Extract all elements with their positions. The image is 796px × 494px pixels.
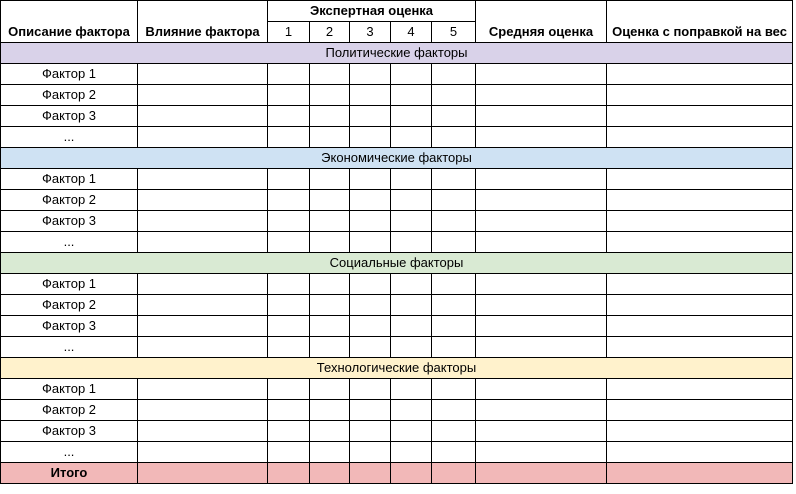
- empty-cell[interactable]: [268, 232, 310, 253]
- empty-cell[interactable]: [268, 400, 310, 421]
- empty-cell[interactable]: [432, 337, 476, 358]
- factor-name-cell[interactable]: ...: [1, 232, 138, 253]
- empty-cell[interactable]: [391, 337, 432, 358]
- empty-cell[interactable]: [607, 316, 793, 337]
- empty-cell[interactable]: [138, 85, 268, 106]
- empty-cell[interactable]: [432, 169, 476, 190]
- empty-cell[interactable]: [391, 85, 432, 106]
- empty-cell[interactable]: [432, 442, 476, 463]
- empty-cell[interactable]: [350, 85, 391, 106]
- header-blank-cell[interactable]: [607, 1, 793, 22]
- empty-cell[interactable]: [391, 316, 432, 337]
- empty-cell[interactable]: [350, 337, 391, 358]
- empty-cell[interactable]: [268, 85, 310, 106]
- factor-row: [1, 190, 793, 211]
- empty-cell[interactable]: [350, 211, 391, 232]
- empty-cell[interactable]: [432, 211, 476, 232]
- section-header-row: [1, 253, 793, 274]
- section-title[interactable]: Политические факторы: [1, 43, 793, 64]
- expert-score-group-header[interactable]: Экспертная оценка: [268, 1, 476, 22]
- total-empty-cell[interactable]: [310, 463, 350, 484]
- column-header-influence[interactable]: Влияние фактора: [138, 22, 268, 43]
- empty-cell[interactable]: [607, 274, 793, 295]
- factor-name-cell[interactable]: ...: [1, 442, 138, 463]
- empty-cell[interactable]: [391, 232, 432, 253]
- empty-cell[interactable]: [476, 64, 607, 85]
- empty-cell[interactable]: [268, 106, 310, 127]
- empty-cell[interactable]: [138, 442, 268, 463]
- empty-cell[interactable]: [310, 379, 350, 400]
- empty-cell[interactable]: [138, 337, 268, 358]
- empty-cell[interactable]: [350, 379, 391, 400]
- factor-name-cell[interactable]: ...: [1, 127, 138, 148]
- empty-cell[interactable]: [476, 400, 607, 421]
- empty-cell[interactable]: [310, 211, 350, 232]
- empty-cell[interactable]: [607, 211, 793, 232]
- factor-row: [1, 211, 793, 232]
- empty-cell[interactable]: [138, 274, 268, 295]
- empty-cell[interactable]: [607, 400, 793, 421]
- header-row-top: [1, 1, 793, 22]
- empty-cell[interactable]: [432, 190, 476, 211]
- section-header-row: [1, 43, 793, 64]
- section-header-row: [1, 358, 793, 379]
- empty-cell[interactable]: [138, 232, 268, 253]
- empty-cell[interactable]: [476, 232, 607, 253]
- empty-cell[interactable]: [268, 337, 310, 358]
- empty-cell[interactable]: [476, 295, 607, 316]
- empty-cell[interactable]: [350, 400, 391, 421]
- empty-cell[interactable]: [268, 64, 310, 85]
- factor-name-cell[interactable]: Фактор 1: [1, 169, 138, 190]
- total-empty-cell[interactable]: [391, 463, 432, 484]
- factor-row: [1, 421, 793, 442]
- empty-cell[interactable]: [607, 106, 793, 127]
- empty-cell[interactable]: [138, 379, 268, 400]
- empty-cell[interactable]: [432, 400, 476, 421]
- empty-cell[interactable]: [138, 106, 268, 127]
- empty-cell[interactable]: [268, 211, 310, 232]
- empty-cell[interactable]: [310, 169, 350, 190]
- empty-cell[interactable]: [310, 295, 350, 316]
- empty-cell[interactable]: [391, 442, 432, 463]
- empty-cell[interactable]: [432, 316, 476, 337]
- empty-cell[interactable]: [607, 190, 793, 211]
- empty-cell[interactable]: [391, 169, 432, 190]
- total-empty-cell[interactable]: [350, 463, 391, 484]
- empty-cell[interactable]: [310, 442, 350, 463]
- empty-cell[interactable]: [268, 316, 310, 337]
- empty-cell[interactable]: [310, 64, 350, 85]
- empty-cell[interactable]: [310, 316, 350, 337]
- header-blank-cell[interactable]: [476, 1, 607, 22]
- total-empty-cell[interactable]: [607, 463, 793, 484]
- empty-cell[interactable]: [310, 337, 350, 358]
- empty-cell[interactable]: [138, 421, 268, 442]
- header-blank-cell[interactable]: [138, 1, 268, 22]
- factor-name-cell[interactable]: ...: [1, 337, 138, 358]
- empty-cell[interactable]: [310, 127, 350, 148]
- factor-row: [1, 106, 793, 127]
- factor-name-cell[interactable]: Фактор 3: [1, 316, 138, 337]
- factor-name-cell[interactable]: Фактор 3: [1, 106, 138, 127]
- section-title[interactable]: Социальные факторы: [1, 253, 793, 274]
- empty-cell[interactable]: [138, 169, 268, 190]
- empty-cell[interactable]: [607, 442, 793, 463]
- empty-cell[interactable]: [607, 169, 793, 190]
- empty-cell[interactable]: [432, 295, 476, 316]
- empty-cell[interactable]: [138, 316, 268, 337]
- total-row: [1, 463, 793, 484]
- factor-name-cell[interactable]: Фактор 1: [1, 379, 138, 400]
- empty-cell[interactable]: [476, 106, 607, 127]
- factor-row: [1, 232, 793, 253]
- factor-row: [1, 85, 793, 106]
- column-header-score-3[interactable]: 3: [350, 22, 391, 43]
- empty-cell[interactable]: [138, 64, 268, 85]
- total-empty-cell[interactable]: [268, 463, 310, 484]
- empty-cell[interactable]: [476, 379, 607, 400]
- empty-cell[interactable]: [138, 190, 268, 211]
- empty-cell[interactable]: [432, 274, 476, 295]
- empty-cell[interactable]: [607, 85, 793, 106]
- factor-name-cell[interactable]: Фактор 3: [1, 211, 138, 232]
- empty-cell[interactable]: [350, 421, 391, 442]
- empty-cell[interactable]: [391, 127, 432, 148]
- empty-cell[interactable]: [310, 274, 350, 295]
- empty-cell[interactable]: [310, 85, 350, 106]
- factor-name-cell[interactable]: Фактор 1: [1, 64, 138, 85]
- factor-row: [1, 379, 793, 400]
- empty-cell[interactable]: [350, 274, 391, 295]
- empty-cell[interactable]: [432, 232, 476, 253]
- column-header-weighted[interactable]: Оценка с поправкой на вес: [607, 22, 793, 43]
- empty-cell[interactable]: [268, 274, 310, 295]
- header-blank-cell[interactable]: [1, 1, 138, 22]
- empty-cell[interactable]: [391, 211, 432, 232]
- factor-row: [1, 400, 793, 421]
- empty-cell[interactable]: [476, 190, 607, 211]
- empty-cell[interactable]: [607, 232, 793, 253]
- empty-cell[interactable]: [476, 274, 607, 295]
- empty-cell[interactable]: [350, 127, 391, 148]
- factor-row: [1, 127, 793, 148]
- column-header-score-1[interactable]: 1: [268, 22, 310, 43]
- empty-cell[interactable]: [310, 232, 350, 253]
- total-empty-cell[interactable]: [476, 463, 607, 484]
- factor-row: [1, 169, 793, 190]
- empty-cell[interactable]: [350, 169, 391, 190]
- section-title[interactable]: Технологические факторы: [1, 358, 793, 379]
- empty-cell[interactable]: [268, 127, 310, 148]
- empty-cell[interactable]: [432, 379, 476, 400]
- empty-cell[interactable]: [607, 337, 793, 358]
- empty-cell[interactable]: [268, 421, 310, 442]
- factor-row: [1, 337, 793, 358]
- empty-cell[interactable]: [391, 274, 432, 295]
- total-empty-cell[interactable]: [138, 463, 268, 484]
- empty-cell[interactable]: [391, 190, 432, 211]
- empty-cell[interactable]: [310, 106, 350, 127]
- factor-name-cell[interactable]: Фактор 1: [1, 274, 138, 295]
- empty-cell[interactable]: [432, 85, 476, 106]
- header-row-bottom: [1, 22, 793, 43]
- factor-name-cell[interactable]: Фактор 2: [1, 85, 138, 106]
- column-header-score-4[interactable]: 4: [391, 22, 432, 43]
- empty-cell[interactable]: [350, 316, 391, 337]
- empty-cell[interactable]: [391, 400, 432, 421]
- column-header-score-5[interactable]: 5: [432, 22, 476, 43]
- empty-cell[interactable]: [268, 169, 310, 190]
- empty-cell[interactable]: [350, 106, 391, 127]
- empty-cell[interactable]: [391, 379, 432, 400]
- empty-cell[interactable]: [268, 190, 310, 211]
- empty-cell[interactable]: [391, 106, 432, 127]
- empty-cell[interactable]: [350, 190, 391, 211]
- factor-name-cell[interactable]: Фактор 3: [1, 421, 138, 442]
- empty-cell[interactable]: [268, 295, 310, 316]
- section-title[interactable]: Экономические факторы: [1, 148, 793, 169]
- empty-cell[interactable]: [138, 400, 268, 421]
- empty-cell[interactable]: [350, 232, 391, 253]
- section-header-row: [1, 148, 793, 169]
- empty-cell[interactable]: [607, 295, 793, 316]
- factor-row: [1, 64, 793, 85]
- column-header-average[interactable]: Средняя оценка: [476, 22, 607, 43]
- empty-cell[interactable]: [476, 442, 607, 463]
- empty-cell[interactable]: [432, 127, 476, 148]
- empty-cell[interactable]: [350, 64, 391, 85]
- empty-cell[interactable]: [138, 211, 268, 232]
- empty-cell[interactable]: [607, 421, 793, 442]
- factor-name-cell[interactable]: Фактор 2: [1, 400, 138, 421]
- empty-cell[interactable]: [310, 190, 350, 211]
- factor-row: [1, 295, 793, 316]
- empty-cell[interactable]: [391, 295, 432, 316]
- empty-cell[interactable]: [607, 127, 793, 148]
- empty-cell[interactable]: [476, 85, 607, 106]
- column-header-score-2[interactable]: 2: [310, 22, 350, 43]
- empty-cell[interactable]: [350, 295, 391, 316]
- empty-cell[interactable]: [310, 400, 350, 421]
- total-label-cell[interactable]: Итого: [1, 463, 138, 484]
- factor-row: [1, 316, 793, 337]
- empty-cell[interactable]: [268, 379, 310, 400]
- empty-cell[interactable]: [268, 442, 310, 463]
- empty-cell[interactable]: [391, 421, 432, 442]
- empty-cell[interactable]: [476, 211, 607, 232]
- empty-cell[interactable]: [432, 106, 476, 127]
- empty-cell[interactable]: [310, 421, 350, 442]
- empty-cell[interactable]: [476, 169, 607, 190]
- total-empty-cell[interactable]: [432, 463, 476, 484]
- empty-cell[interactable]: [138, 295, 268, 316]
- empty-cell[interactable]: [350, 442, 391, 463]
- factor-row: [1, 274, 793, 295]
- factor-name-cell[interactable]: Фактор 2: [1, 190, 138, 211]
- empty-cell[interactable]: [432, 64, 476, 85]
- factor-row: [1, 442, 793, 463]
- empty-cell[interactable]: [476, 127, 607, 148]
- empty-cell[interactable]: [476, 421, 607, 442]
- empty-cell[interactable]: [138, 127, 268, 148]
- empty-cell[interactable]: [607, 379, 793, 400]
- empty-cell[interactable]: [391, 64, 432, 85]
- column-header-description[interactable]: Описание фактора: [1, 22, 138, 43]
- factor-name-cell[interactable]: Фактор 2: [1, 295, 138, 316]
- empty-cell[interactable]: [476, 316, 607, 337]
- empty-cell[interactable]: [432, 421, 476, 442]
- empty-cell[interactable]: [607, 64, 793, 85]
- empty-cell[interactable]: [476, 337, 607, 358]
